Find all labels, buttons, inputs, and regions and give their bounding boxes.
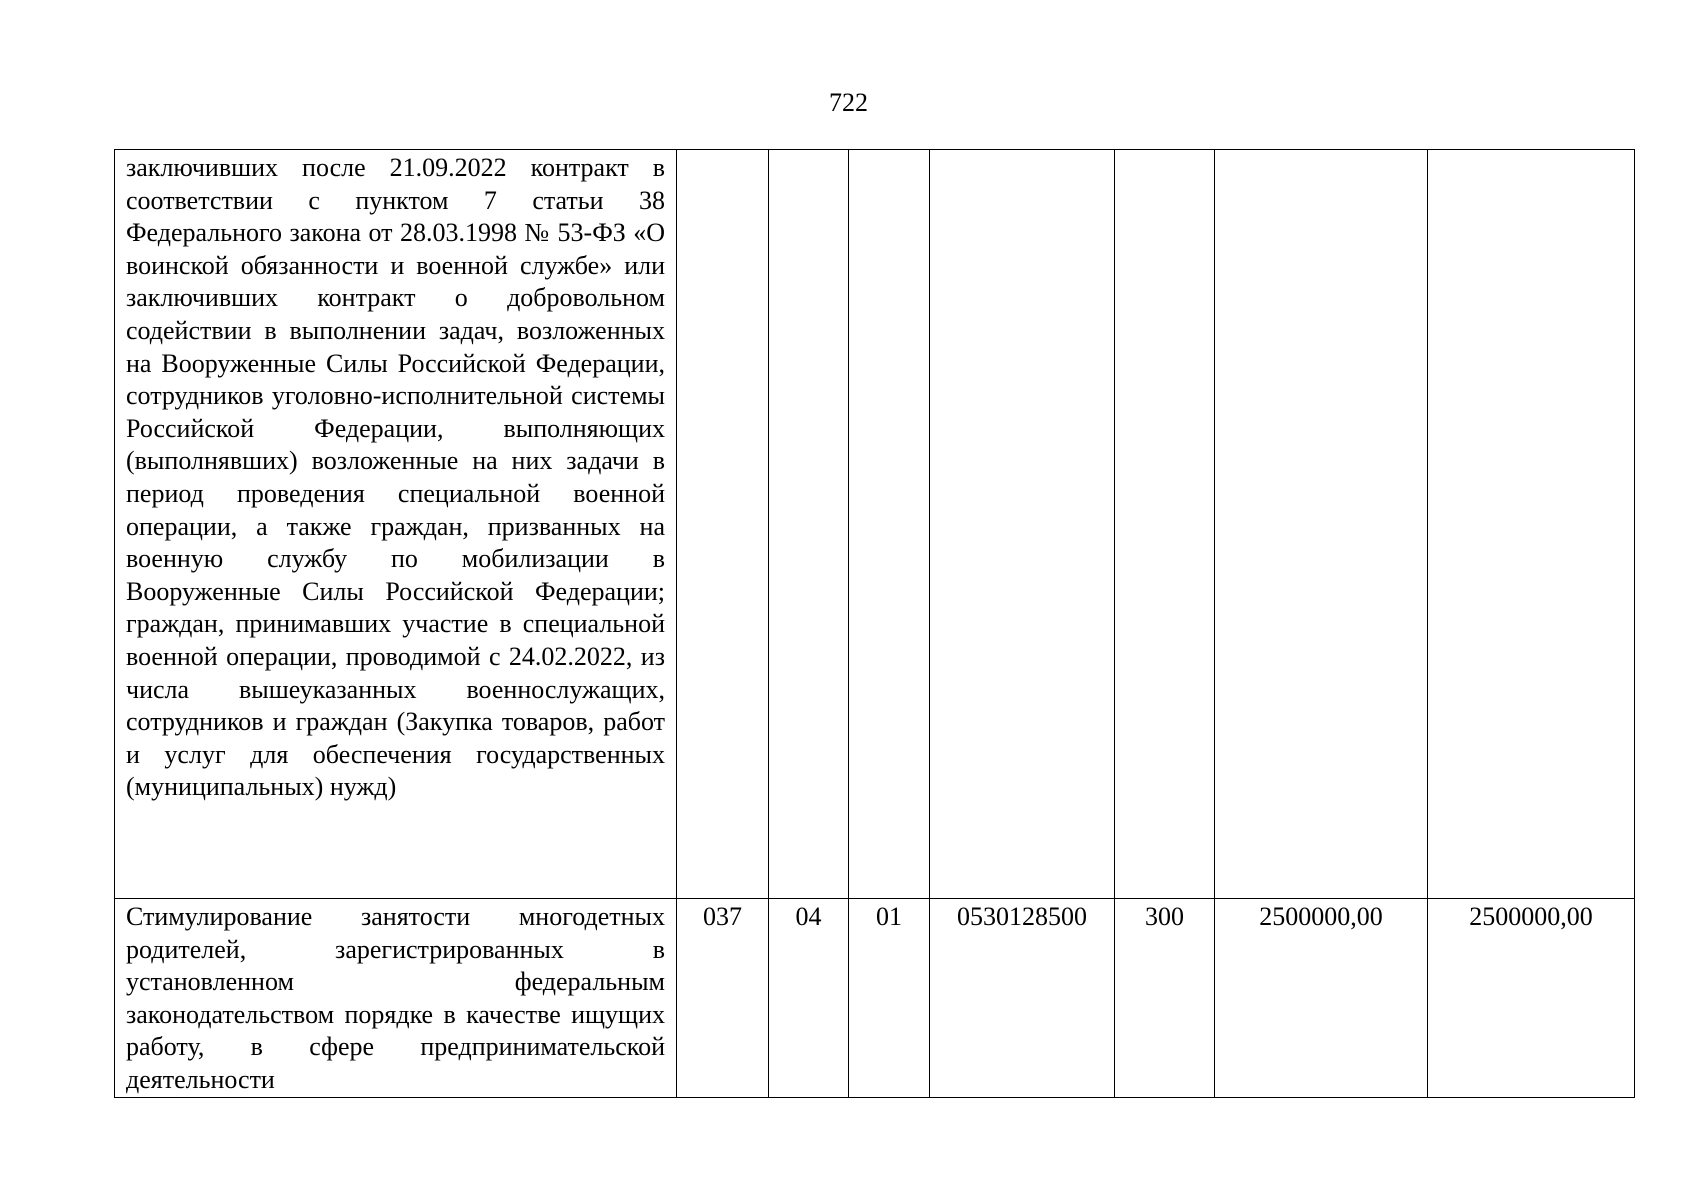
page-number: 722: [829, 88, 868, 117]
expense-type-code: 300: [1115, 899, 1215, 1098]
table-row: [115, 899, 1635, 1098]
expense-type-code: [1115, 150, 1215, 899]
section-code: 04: [769, 899, 849, 1098]
amount-year2: [1428, 150, 1635, 899]
row-description: Стимулирование занятости многодетных родителей, зарегистрированных в установленном федеральным законодательством порядке в качестве ищущих работу, в сфере предпринимательской деятельности: [115, 899, 677, 1098]
budget-table: [114, 149, 1635, 1098]
subsection-code: [849, 150, 930, 899]
target-article-code: [930, 150, 1115, 899]
amount-year1: 2500000,00: [1215, 899, 1428, 1098]
amount-year1: [1215, 150, 1428, 899]
row-description: заключивших после 21.09.2022 контракт в соответствии с пунктом 7 статьи 38 Федерального закона от 28.03.1998 № 53-ФЗ «О воинской обязанности и военной службе» или заключивших контракт о добровольном содействии в выполнении задач, возложенных на Вооруженные Силы Российской Федерации, сотрудников уголовно-исполнительной системы Российской Федерации, выполняющих (выполнявших) возложенные на них задачи в период проведения специальной военной операции, а также граждан, призванных на военную службу по мобилизации в Вооруженные Силы Российской Федерации; граждан, принимавших участие в специальной военной операции, проводимой с 24.02.2022, из числа вышеуказанных военнослужащих, сотрудников и граждан (Закупка товаров, работ и услуг для обеспечения государственных (муниципальных) нужд): [115, 150, 677, 899]
section-code: [769, 150, 849, 899]
subsection-code: 01: [849, 899, 930, 1098]
amount-year2: 2500000,00: [1428, 899, 1635, 1098]
table-row: [115, 150, 1635, 899]
ministry-code: 037: [677, 899, 769, 1098]
target-article-code: 0530128500: [930, 899, 1115, 1098]
ministry-code: [677, 150, 769, 899]
